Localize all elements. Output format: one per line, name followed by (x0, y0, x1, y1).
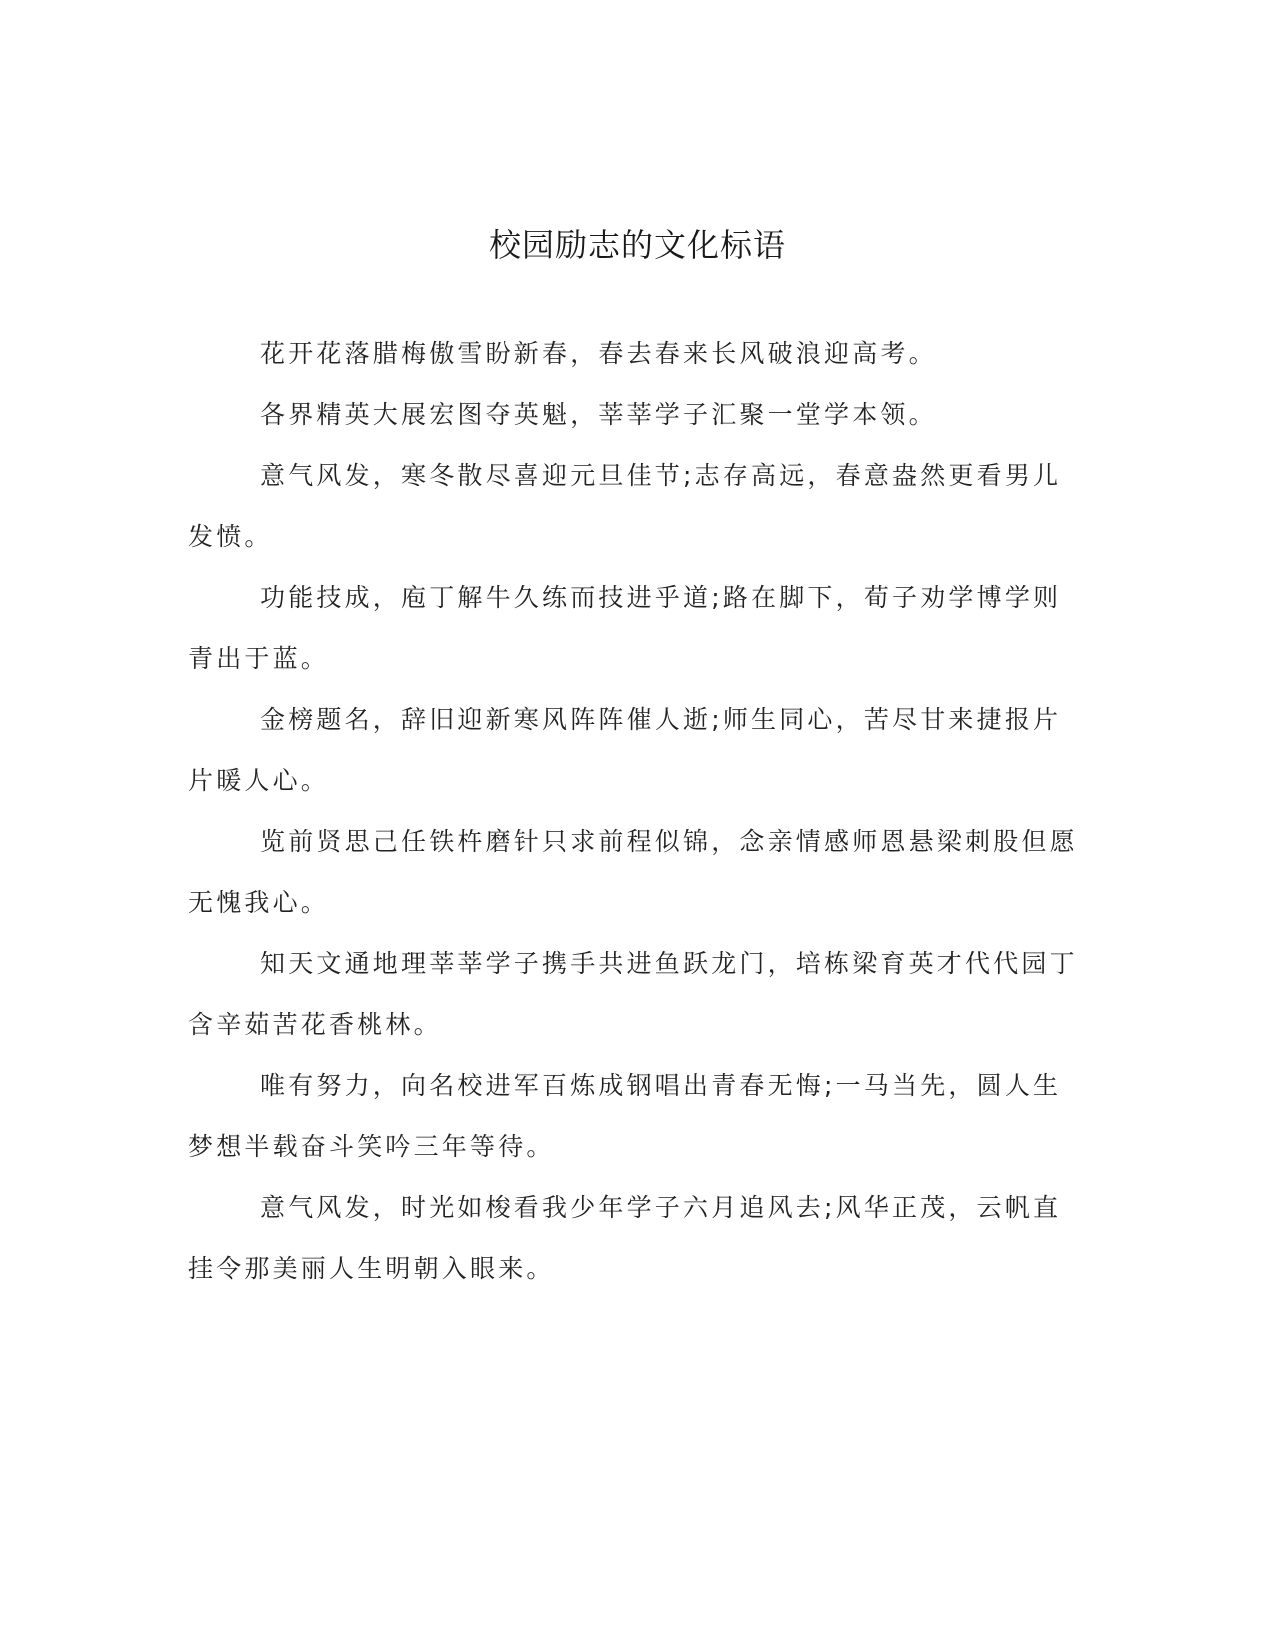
paragraph: 唯有努力，向名校进军百炼成钢唱出青春无悔;一马当先，圆人生梦想半载奋斗笑吟三年等待。 (188, 1071, 1062, 1161)
paragraph: 花开花落腊梅傲雪盼新春，春去春来长风破浪迎高考。 (260, 339, 937, 368)
paragraph: 意气风发，寒冬散尽喜迎元旦佳节;志存高远，春意盎然更看男儿发愤。 (188, 461, 1062, 551)
document-title: 校园励志的文化标语 (488, 226, 786, 265)
document-body (188, 323, 1088, 1299)
paragraph: 知天文通地理莘莘学子携手共进鱼跃龙门，培栋梁育英才代代园丁含辛茹苦花香桃林。 (188, 949, 1078, 1039)
paragraph: 金榜题名，辞旧迎新寒风阵阵催人逝;师生同心，苦尽甘来捷报片片暖人心。 (188, 705, 1062, 795)
paragraph: 览前贤思己任铁杵磨针只求前程似锦，念亲情感师恩悬梁刺股但愿无愧我心。 (188, 827, 1078, 917)
paragraph: 功能技成，庖丁解牛久练而技进乎道;路在脚下，荀子劝学博学则青出于蓝。 (188, 583, 1062, 673)
paragraph: 意气风发，时光如梭看我少年学子六月追风去;风华正茂，云帆直挂令那美丽人生明朝入眼来。 (188, 1193, 1062, 1283)
paragraph: 各界精英大展宏图夺英魁，莘莘学子汇聚一堂学本领。 (260, 400, 937, 429)
